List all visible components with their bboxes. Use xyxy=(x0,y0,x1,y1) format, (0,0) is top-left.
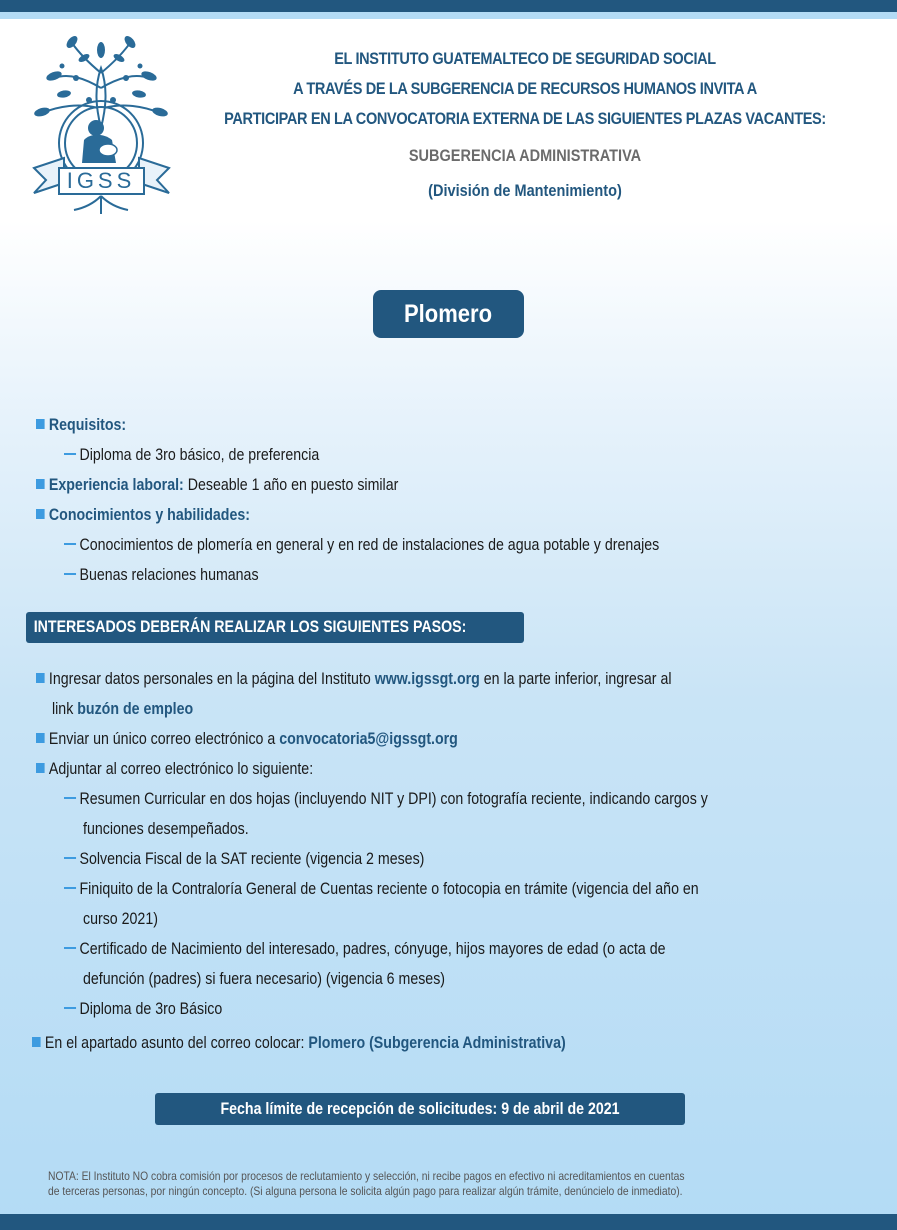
step-3 xyxy=(36,754,886,784)
dash-bullet-icon xyxy=(64,453,76,455)
step-3-text: Adjuntar al correo electrónico lo siguiente: xyxy=(48,760,314,778)
header xyxy=(180,44,870,206)
attachment-item xyxy=(36,994,886,1024)
conocimiento-text: Buenas relaciones humanas xyxy=(79,566,259,584)
steps-header-text: INTERESADOS DEBERÁN REALIZAR LOS SIGUIENTES PASOS: xyxy=(33,618,467,636)
deadline-badge xyxy=(155,1093,685,1125)
experiencia-value: Deseable 1 año en puesto similar xyxy=(183,476,399,494)
buzon-empleo-link[interactable]: buzón de empleo xyxy=(77,700,194,718)
requisito-text: Diploma de 3ro básico, de preferencia xyxy=(79,446,320,464)
experiencia-label: Experiencia laboral: xyxy=(48,476,184,494)
experiencia-row xyxy=(36,470,876,500)
requisitos-label: Requisitos: xyxy=(48,416,127,434)
top-bar xyxy=(0,0,897,12)
dash-bullet-icon xyxy=(64,1007,76,1009)
step-2 xyxy=(36,724,886,754)
list-item xyxy=(36,560,876,590)
conocimientos-label: Conocimientos y habilidades: xyxy=(48,506,250,524)
footer-note xyxy=(48,1169,878,1199)
footer-note-line-2: de terceras personas, por ningún concepto. (Si alguna persona le solicita algún pago para realizar algún trámite, denúncielo de inmediato). xyxy=(48,1184,683,1198)
list-item xyxy=(36,530,876,560)
attachment-text: Diploma de 3ro Básico xyxy=(79,1000,223,1018)
igss-logo-icon xyxy=(24,28,179,218)
logo-text: IGSS xyxy=(66,168,136,193)
header-line-1: EL INSTITUTO GUATEMALTECO DE SEGURIDAD SOCIAL xyxy=(334,50,716,68)
dash-bullet-icon xyxy=(64,797,76,799)
square-bullet-icon xyxy=(32,1037,41,1047)
requirements-section xyxy=(36,410,876,590)
step-1-line-2 xyxy=(36,694,886,724)
step-1 xyxy=(36,664,886,694)
email-link[interactable]: convocatoria5@igssgt.org xyxy=(279,730,458,748)
top-bar-accent xyxy=(0,12,897,19)
list-item xyxy=(36,440,876,470)
step-1-text: Ingresar datos personales en la página del Instituto xyxy=(48,670,375,688)
conocimiento-text: Conocimientos de plomería en general y en red de instalaciones de agua potable y drenajes xyxy=(79,536,660,554)
header-line-3: PARTICIPAR EN LA CONVOCATORIA EXTERNA DE LAS SIGUIENTES PLAZAS VACANTES: xyxy=(224,110,826,128)
website-link[interactable]: www.igssgt.org xyxy=(374,670,480,688)
square-bullet-icon xyxy=(36,673,45,683)
division-title: (División de Mantenimiento) xyxy=(428,182,622,200)
step-2-text: Enviar un único correo electrónico a xyxy=(48,730,280,748)
position-title: Plomero xyxy=(404,299,493,328)
square-bullet-icon xyxy=(36,763,45,773)
attachment-text-cont: curso 2021) xyxy=(83,910,158,928)
deadline-text: Fecha límite de recepción de solicitudes: 9 de abril de 2021 xyxy=(220,1099,620,1118)
step-4-text: En el apartado asunto del correo colocar: xyxy=(44,1034,309,1052)
square-bullet-icon xyxy=(36,479,45,489)
attachment-text-cont: defunción (padres) si fuera necesario) (vigencia 6 meses) xyxy=(83,970,446,988)
attachment-item-cont xyxy=(36,814,886,844)
conocimientos-heading xyxy=(36,500,876,530)
dash-bullet-icon xyxy=(64,857,76,859)
header-line-2: A TRAVÉS DE LA SUBGERENCIA DE RECURSOS HUMANOS INVITA A xyxy=(293,80,757,98)
step-1-link-prefix: link xyxy=(52,700,78,718)
dash-bullet-icon xyxy=(64,947,76,949)
steps-header xyxy=(26,612,524,643)
attachment-item xyxy=(36,784,886,814)
step-1-text-cont: en la parte inferior, ingresar al xyxy=(479,670,672,688)
position-title-badge xyxy=(373,290,524,338)
bottom-bar xyxy=(0,1214,897,1230)
attachment-item xyxy=(36,874,886,904)
step-4 xyxy=(32,1028,886,1058)
attachment-item-cont xyxy=(36,904,886,934)
footer-note-line-1: NOTA: El Instituto NO cobra comisión por procesos de reclutamiento y selección, ni recibe pagos en efectivo ni acreditamientos en cuentas xyxy=(48,1169,685,1183)
attachment-item xyxy=(36,934,886,964)
attachment-text: Solvencia Fiscal de la SAT reciente (vigencia 2 meses) xyxy=(79,850,425,868)
attachment-text-cont: funciones desempeñados. xyxy=(83,820,249,838)
attachment-text: Finiquito de la Contraloría General de Cuentas reciente o fotocopia en trámite (vigencia del año en xyxy=(79,880,699,898)
steps-section xyxy=(36,664,886,1058)
attachment-item xyxy=(36,844,886,874)
requisitos-heading xyxy=(36,410,876,440)
dash-bullet-icon xyxy=(64,887,76,889)
dash-bullet-icon xyxy=(64,573,76,575)
square-bullet-icon xyxy=(36,509,45,519)
dash-bullet-icon xyxy=(64,543,76,545)
attachment-item-cont xyxy=(36,964,886,994)
square-bullet-icon xyxy=(36,419,45,429)
email-subject: Plomero (Subgerencia Administrativa) xyxy=(308,1034,566,1052)
attachment-text: Certificado de Nacimiento del interesado, padres, cónyuge, hijos mayores de edad (o acta de xyxy=(79,940,666,958)
subgerencia-title: SUBGERENCIA ADMINISTRATIVA xyxy=(408,147,642,165)
attachment-text: Resumen Curricular en dos hojas (incluyendo NIT y DPI) con fotografía reciente, indicando cargos y xyxy=(79,790,708,808)
square-bullet-icon xyxy=(36,733,45,743)
